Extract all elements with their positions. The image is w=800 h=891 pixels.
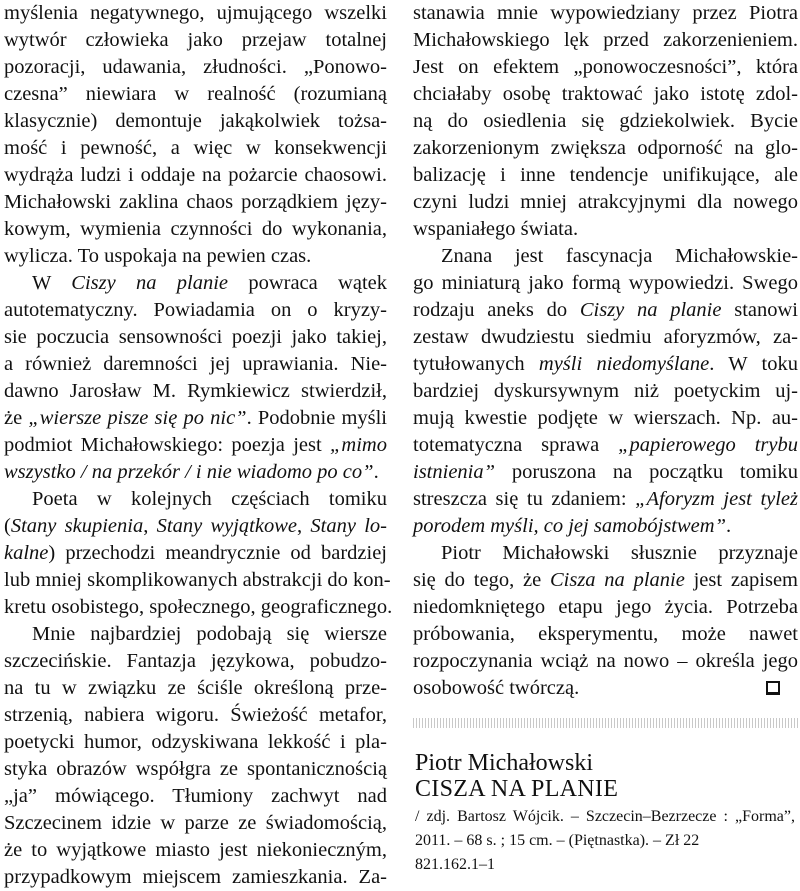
text-run: Michałowski zaklina chaos porządkiem języ- [4,191,387,213]
text-run: poetycki humor, odzyskiwana lekkość i pla- [4,731,387,753]
text-run: czesna” niewiara w realność (rozumianą [4,83,387,105]
text-run: ną do osiedlenia się gdziekolwiek. Bycie [413,110,798,132]
text-run: sie poczucia sensowności poezji jako takiej, [4,326,387,348]
text-run: Piotr Michałowski słusznie przyznaje [441,542,798,564]
text-run: strzenią, nabiera wigoru. Świeżość metafor, [4,704,387,726]
text-line [413,189,798,216]
text-run: , [143,515,157,537]
end-mark-icon [766,681,780,695]
text-run: go miniaturą jako formą wypowiedzi. Swego [413,272,798,294]
article-right-column [413,0,799,873]
text-line [4,378,387,405]
text-line [4,513,387,540]
text-run: W [32,272,72,294]
text-line [4,729,387,756]
text-run: rodzaju aneks do [413,299,580,321]
text-run: tytułowanych [413,353,539,375]
text-run: . Podobnie myśli [246,407,388,429]
italic-title: kalne [4,542,49,564]
italic-title: porodem myśli, co jej samobójstwem” [413,515,726,537]
text-run: kowym, wymienia czynności do wykonania, [4,218,387,240]
text-line [413,378,798,405]
text-run: podmiot Michałowskiego: poezja jest [4,434,331,456]
text-run: szczecińskie. Fantazja językowa, pobudzo- [4,650,387,672]
text-line [4,648,387,675]
text-run: Michałowskiego lęk przed zakorzenieniem. [413,29,798,51]
text-line [4,108,387,135]
text-run: mość i pewność, a więc w konsekwencji [4,137,387,159]
text-line [4,675,387,702]
text-run: bardziej dyskursywnym niż poetyckim uj- [413,380,798,402]
text-line [413,135,798,162]
text-run: balizację i inne tendencje unifikujące, ale [413,164,798,186]
text-run: „ja” mówiącego. Tłumiony zachwyt nad [4,785,387,807]
text-line [413,243,798,270]
text-line [4,351,387,378]
text-line [4,270,387,297]
text-line [4,297,387,324]
text-line [4,810,387,837]
text-run: wylicza. To uspokaja na pewien czas. [4,245,312,267]
section-divider [413,718,798,728]
text-line [4,0,387,27]
text-line [413,432,798,459]
text-line [4,189,387,216]
text-line [4,621,387,648]
italic-title: Cisza na planie [549,569,685,591]
text-run: styka obrazów współgra ze spontanicznością [4,758,387,780]
text-run: wytwór człowieka jako przejaw totalnej [4,29,387,51]
text-line [4,540,387,567]
text-line [4,243,387,270]
text-run: pozoracji, udawania, złudności. „Ponowo- [4,56,387,78]
text-run: klasycznie) demontuje jakąkolwiek tożsa- [4,110,387,132]
text-run: . [726,515,732,537]
text-line [413,324,798,351]
text-line [413,108,798,135]
book-bibliographic-details [415,805,795,877]
text-run: poruszona na początku tomiku [495,461,798,483]
text-run: czyni ludzi mniej atrakcyjnymi dla nowego [413,191,798,213]
text-run: że to wyjątkowe miasto jest niekonieczným, [4,839,387,861]
text-run: Poeta w kolejnych częściach tomiku [32,488,387,510]
text-run: dawno Jarosław M. Rymkiewicz stwierdził, [4,380,387,402]
text-line [4,837,387,864]
text-run: jest zapisem [684,569,798,591]
text-line [4,216,387,243]
text-line [413,486,798,513]
text-run: a również daremności jej uprawiania. Nie- [4,353,387,375]
italic-title: wszystko / na przekór / i nie wiadomo po co” [4,461,374,483]
text-run: kretu osobistego, społecznego, geograficznego. [4,596,393,618]
text-run: zakorzenionym zwiększa odporność na glo- [413,137,798,159]
text-run: niedomkniętego etapu jego życia. Potrzeba [413,596,798,618]
text-line [413,270,798,297]
text-run: , [296,515,311,537]
text-line [413,54,798,81]
italic-title: „wiersze pisze się po nic” [28,407,247,429]
text-run: próbowania, eksperymentu, może nawet [413,623,798,645]
text-run: stanawia mnie wypowiedziany przez Piotra [413,2,798,24]
text-run: powraca wątek [228,272,387,294]
text-run: że [4,407,29,429]
text-run: przypadkowym miejscem zamieszkania. Za- [4,866,387,888]
text-line [4,405,387,432]
text-line [413,513,798,540]
text-line [413,459,798,486]
text-line [4,864,387,891]
text-run: totematyczna sprawa [413,434,619,456]
text-run: lub mniej skomplikowanych abstrakcji do kon- [4,569,391,591]
text-line [4,756,387,783]
text-run: mują kwestie podjęte w wierszach. Np. au- [413,407,798,429]
text-line [413,675,798,702]
text-run: chciałaby osobę traktować jako istotę zdol- [413,83,798,105]
text-line [4,54,387,81]
italic-title: istnienia” [413,461,496,483]
italic-title: Stany lo- [310,515,387,537]
text-run: Szczecinem idzie w parze ze świadomością, [4,812,387,834]
text-line [413,540,798,567]
text-run: ( [4,515,11,537]
book-classification: 821.162.1–1 [415,856,495,873]
text-run: zestaw dwudziestu siedmiu aforyzmów, za- [413,326,798,348]
text-run: stanowi [721,299,798,321]
text-line [413,405,798,432]
text-line [413,0,798,27]
text-run: osobowość twórczą. [413,677,580,699]
text-run: wydrąża ludzi i oddaje na pożarcie chaosowi. [4,164,387,186]
text-run: Mnie najbardziej podobają się wiersze [32,623,387,645]
italic-title: Stany skupienia [10,515,144,537]
text-run: streszcza się tu zdaniem: [413,488,636,510]
text-run: rozpoczynania wciąż na nowo – określa jego [413,650,798,672]
text-run: Jest on efektem „ponowoczesności”, która [413,56,798,78]
book-title: CISZA NA PLANIE [415,776,619,802]
italic-title: Ciszy na planie [579,299,722,321]
italic-title: Stany wyjątkowe [156,515,297,537]
text-line [4,162,387,189]
text-line [4,432,387,459]
text-line [4,486,387,513]
article-left-column [4,0,393,891]
text-run: . [373,461,379,483]
text-line [4,135,387,162]
text-line [413,216,798,243]
text-line [4,702,387,729]
text-run: na tu w związku ze ściśle określoną prze- [4,677,387,699]
text-line [413,594,798,621]
text-line [413,27,798,54]
text-line [413,162,798,189]
text-line [4,324,387,351]
text-run: myślenia negatywnego, ujmującego wszelki [4,2,387,24]
italic-title: Ciszy na planie [71,272,229,294]
text-line [413,81,798,108]
italic-title: „papierowego trybu [618,434,798,456]
italic-title: „mimo [330,434,387,456]
text-line [413,648,798,675]
text-run: autotematyczny. Powiadamia on o kryzy- [4,299,387,321]
text-run: Znana jest fascynacja Michałowskie- [441,245,798,267]
italic-title: „Aforyzm jest tyleż [635,488,799,510]
text-line [4,594,393,621]
book-details-line: 2011. – 68 s. ; 15 cm. – (Piętnastka). – Zł 22 [415,832,700,849]
book-details-line: / zdj. Bartosz Wójcik. – Szczecin–Bezrzecze : „Forma”, [415,808,795,825]
text-run: ) przechodzi meandrycznie od bardziej [48,542,387,564]
text-line [413,351,798,378]
text-line [4,459,387,486]
text-line [4,27,387,54]
text-run: wspaniałego świata. [413,218,579,240]
text-run: . W toku [709,353,798,375]
text-run: się do tego, że [413,569,550,591]
text-line [413,567,798,594]
text-line [4,81,387,108]
book-author: Piotr Michałowski [415,750,593,776]
text-line [4,783,387,810]
italic-title: myśli niedomyślane [538,353,710,375]
text-line [413,621,798,648]
text-line [4,567,391,594]
text-line [413,297,798,324]
